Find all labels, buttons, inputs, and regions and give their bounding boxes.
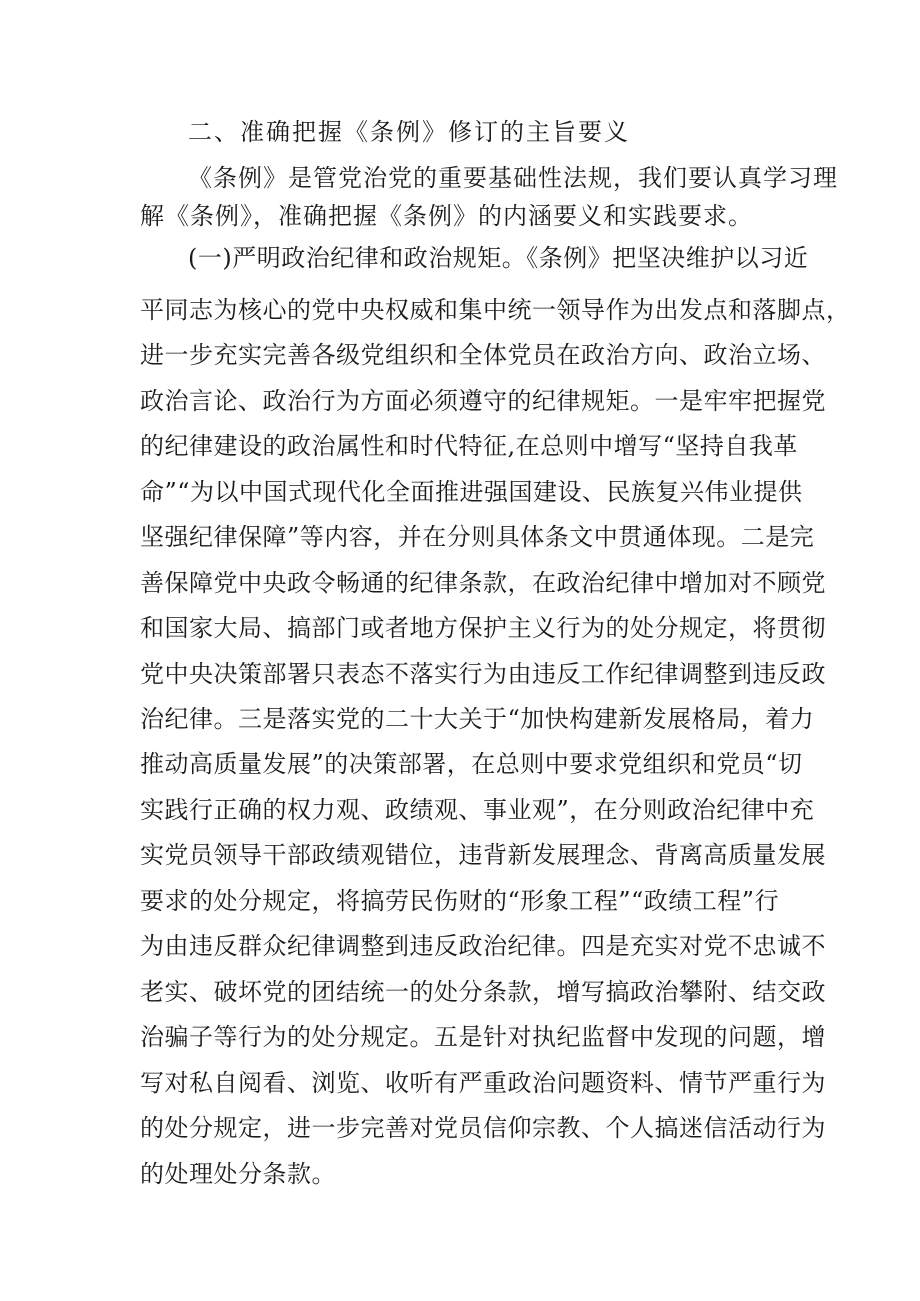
paragraph-line: (一)严明政治纪律和政治规矩。《条例》把坚决维护以习近 [188, 244, 809, 272]
paragraph-line: 老实、破坏党的团结统一的处分条款，增写搞政治攀附、结交政 [140, 978, 826, 1006]
paragraph-line: 解《条例》，准确把握《条例》的内涵要义和实践要求。 [140, 202, 753, 230]
paragraph-line: 的处分规定，进一步完善对党员信仰宗教、个人搞迷信活动行为 [140, 1114, 826, 1142]
paragraph-line: 平同志为核心的党中央权威和集中统一领导作为出发点和落脚点， [140, 296, 851, 324]
paragraph-line: 实践行正确的权力观、政绩观、事业观”，在分则政治纪律中充 [140, 796, 815, 824]
paragraph-line: 治骗子等行为的处分规定。五是针对执纪监督中发现的问题，增 [140, 1023, 826, 1051]
paragraph-line: 的处理处分条款。 [140, 1160, 336, 1188]
paragraph-line: 的纪律建设的政治属性和时代特征,在总则中增写“坚持自我革 [140, 432, 798, 460]
paragraph-line: 进一步充实完善各级党组织和全体党员在政治方向、政治立场、 [140, 341, 826, 369]
section-heading: 二、准确把握《条例》修订的主旨要义 [188, 118, 630, 146]
paragraph-line: 坚强纪律保障”等内容，并在分则具体条文中贯通体现。二是完 [140, 523, 815, 551]
paragraph-line: 为由违反群众纪律调整到违反政治纪律。四是充实对党不忠诚不 [140, 932, 826, 960]
paragraph-line: 写对私自阅看、浏览、收听有严重政治问题资料、情节严重行为 [140, 1069, 826, 1097]
paragraph-line: 党中央决策部署只表态不落实行为由违反工作纪律调整到违反政 [140, 660, 826, 688]
paragraph-line: 治纪律。三是落实党的二十大关于“加快构建新发展格局，着力 [140, 705, 815, 733]
paragraph-line: 《条例》是管党治党的重要基础性法规，我们要认真学习理 [188, 164, 838, 192]
paragraph-line: 实党员领导干部政绩观错位，违背新发展理念、背离高质量发展 [140, 841, 826, 869]
paragraph-line: 和国家大局、搞部门或者地方保护主义行为的处分规定，将贯彻 [140, 614, 826, 642]
paragraph-line: 善保障党中央政令畅通的纪律条款，在政治纪律中增加对不顾党 [140, 569, 826, 597]
paragraph-line: 政治言论、政治行为方面必须遵守的纪律规矩。一是牢牢把握党 [140, 387, 826, 415]
paragraph-line: 命”“为以中国式现代化全面推进强国建设、民族复兴伟业提供 [140, 478, 803, 506]
paragraph-line: 推动高质量发展”的决策部署，在总则中要求党组织和党员“切 [140, 750, 803, 778]
paragraph-line: 要求的处分规定，将搞劳民伤财的“形象工程”“政绩工程”行 [140, 887, 780, 915]
